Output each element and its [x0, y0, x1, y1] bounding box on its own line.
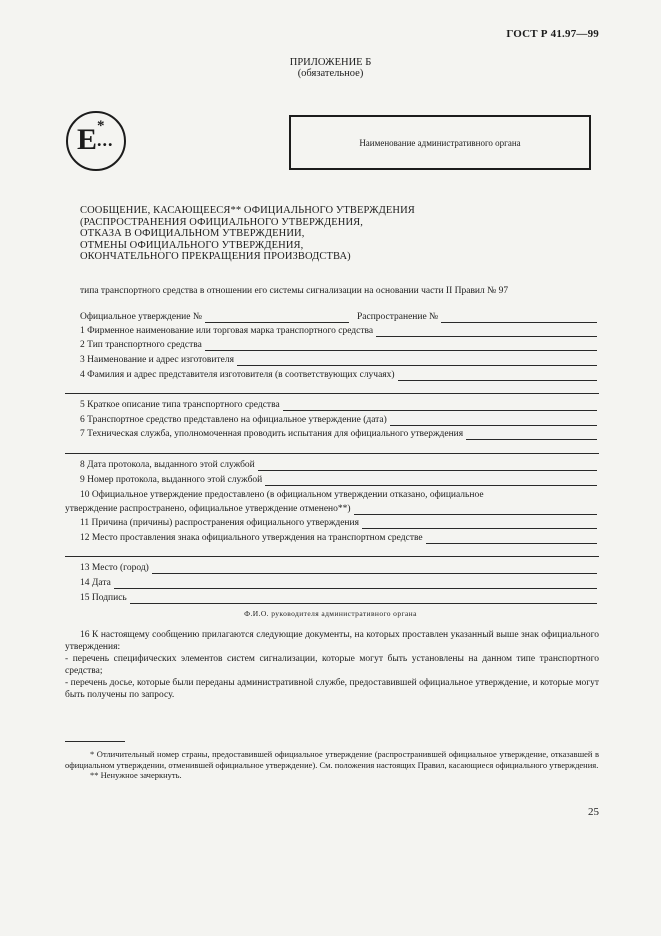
form-item-7 [80, 428, 597, 440]
extension-number-line [441, 313, 597, 323]
footnote-1: * Отличительный номер страны, предоставившей официальное утверждение (распространившей официальное утверждение, отказавшей в официальном утверждении, отменившей официальное утверждение). См. положения настоящих Правил, касающиеся официального утверждения. [65, 749, 599, 770]
title-line: ОТМЕНЫ ОФИЦИАЛЬНОГО УТВЕРЖДЕНИЯ, [80, 239, 304, 251]
item-line [426, 534, 597, 544]
title-line: (РАСПРОСТРАНЕНИЯ ОФИЦИАЛЬНОГО УТВЕРЖДЕНИЯ, [80, 216, 363, 228]
item-line [258, 461, 597, 471]
item-line [152, 564, 597, 574]
form-item-10-cont [65, 503, 597, 515]
item-16-bullet: - перечень специфических элементов систем сигнализации, которые могут быть установлены на данном типе транспортного средства; [65, 654, 599, 676]
item-line [398, 371, 597, 381]
form-item-5 [80, 399, 597, 411]
approval-mark-icon [66, 111, 126, 171]
title-line: ОКОНЧАТЕЛЬНОГО ПРЕКРАЩЕНИЯ ПРОИЗВОДСТВА) [80, 251, 351, 262]
form-item-15 [80, 592, 597, 604]
authority-name-box [289, 115, 591, 170]
form-item-12 [80, 532, 597, 544]
item-label: 2 Тип транспортного средства [80, 340, 202, 350]
standard-number: ГОСТ Р 41.97—99 [506, 28, 599, 40]
item-label: 6 Транспортное средство представлено на официальное утверждение (дата) [80, 415, 387, 425]
item-label: 7 Техническая служба, уполномоченная проводить испытания для официального утверждения [80, 429, 464, 439]
item-label: 5 Краткое описание типа транспортного средства [80, 400, 280, 410]
authority-name-label: Наименование административного органа [359, 137, 521, 148]
form-item-14 [80, 577, 597, 589]
approval-number-line [205, 313, 349, 323]
page-number: 25 [588, 806, 599, 818]
item-label: 1 Фирменное наименование или торговая марка транспортного средства [80, 326, 374, 336]
item-line [466, 430, 597, 440]
item-label: 10 Официальное утверждение предоставлено (в официальном утверждении отказано, официальное [80, 490, 484, 500]
continuation-line [65, 556, 599, 557]
item-line [237, 356, 597, 366]
item-line [354, 505, 597, 515]
item-16-bullet: - перечень досье, которые были переданы административной службе, предоставившей официальное утверждение, и которые могут быть получены по запросу. [65, 678, 599, 700]
form-item-13 [80, 562, 597, 574]
extension-number-field [357, 311, 597, 323]
item-line [114, 579, 597, 589]
extension-number-label: Распространение № [357, 312, 439, 322]
basis-text: типа транспортного средства в отношении его системы сигнализации на основании части II Правил № 97 [80, 286, 509, 296]
signature-caption: Ф.И.О. руководителя административного органа [244, 609, 417, 618]
title-line: СООБЩЕНИЕ, КАСАЮЩЕЕСЯ** ОФИЦИАЛЬНОГО УТВЕРЖДЕНИЯ [80, 205, 415, 216]
appendix-heading [0, 57, 661, 79]
item-line [362, 519, 597, 529]
item-16-intro: 16 К настоящему сообщению прилагаются следующие документы, на которых проставлен указанный выше знак официального утверждения: [65, 630, 599, 652]
item-label: 9 Номер протокола, выданного этой службой [80, 475, 263, 485]
title-line: ОТКАЗА В ОФИЦИАЛЬНОМ УТВЕРЖДЕНИИ, [80, 228, 305, 239]
continuation-line [65, 453, 599, 454]
item-label: 3 Наименование и адрес изготовителя [80, 355, 234, 365]
footnote-2: ** Ненужное зачеркнуть. [90, 770, 182, 780]
item-line [376, 327, 597, 337]
item-line [130, 594, 597, 604]
item-label: 15 Подпись [80, 593, 127, 603]
item-16 [65, 629, 599, 701]
form-item-8 [80, 459, 597, 471]
form-item-2 [80, 339, 597, 351]
form-item-4 [80, 369, 597, 381]
continuation-line [65, 393, 599, 394]
form-item-1 [80, 325, 597, 337]
communication-title [80, 205, 415, 263]
item-line [390, 416, 597, 426]
item-label: 13 Место (город) [80, 563, 149, 573]
item-line [265, 476, 597, 486]
item-label: утверждение распространено, официальное утверждение отменено**) [65, 504, 351, 514]
item-label: 4 Фамилия и адрес представителя изготовителя (в соответствующих случаях) [80, 370, 395, 380]
approval-number-label: Официальное утверждение № [80, 312, 202, 322]
form-item-11 [80, 517, 597, 529]
approval-number-field [80, 311, 349, 323]
appendix-title: ПРИЛОЖЕНИЕ Б [289, 57, 372, 68]
item-label: 14 Дата [80, 578, 111, 588]
item-label: 11 Причина (причины) распространения официального утверждения [80, 518, 359, 528]
form-item-6 [80, 414, 597, 426]
footnote-separator [65, 741, 125, 742]
approval-mark-letter: E [77, 123, 98, 156]
item-line [283, 401, 597, 411]
approval-mark-star: * [97, 118, 105, 134]
form-item-3 [80, 354, 597, 366]
item-label: 8 Дата протокола, выданного этой службой [80, 460, 255, 470]
approval-mark-dots: ... [97, 130, 114, 150]
footnotes [65, 749, 599, 781]
form-item-10 [80, 489, 597, 501]
appendix-subtitle: (обязательное) [297, 68, 364, 79]
item-label: 12 Место проставления знака официального утверждения на транспортном средстве [80, 533, 423, 543]
item-line [205, 341, 597, 351]
form-item-9 [80, 474, 597, 486]
